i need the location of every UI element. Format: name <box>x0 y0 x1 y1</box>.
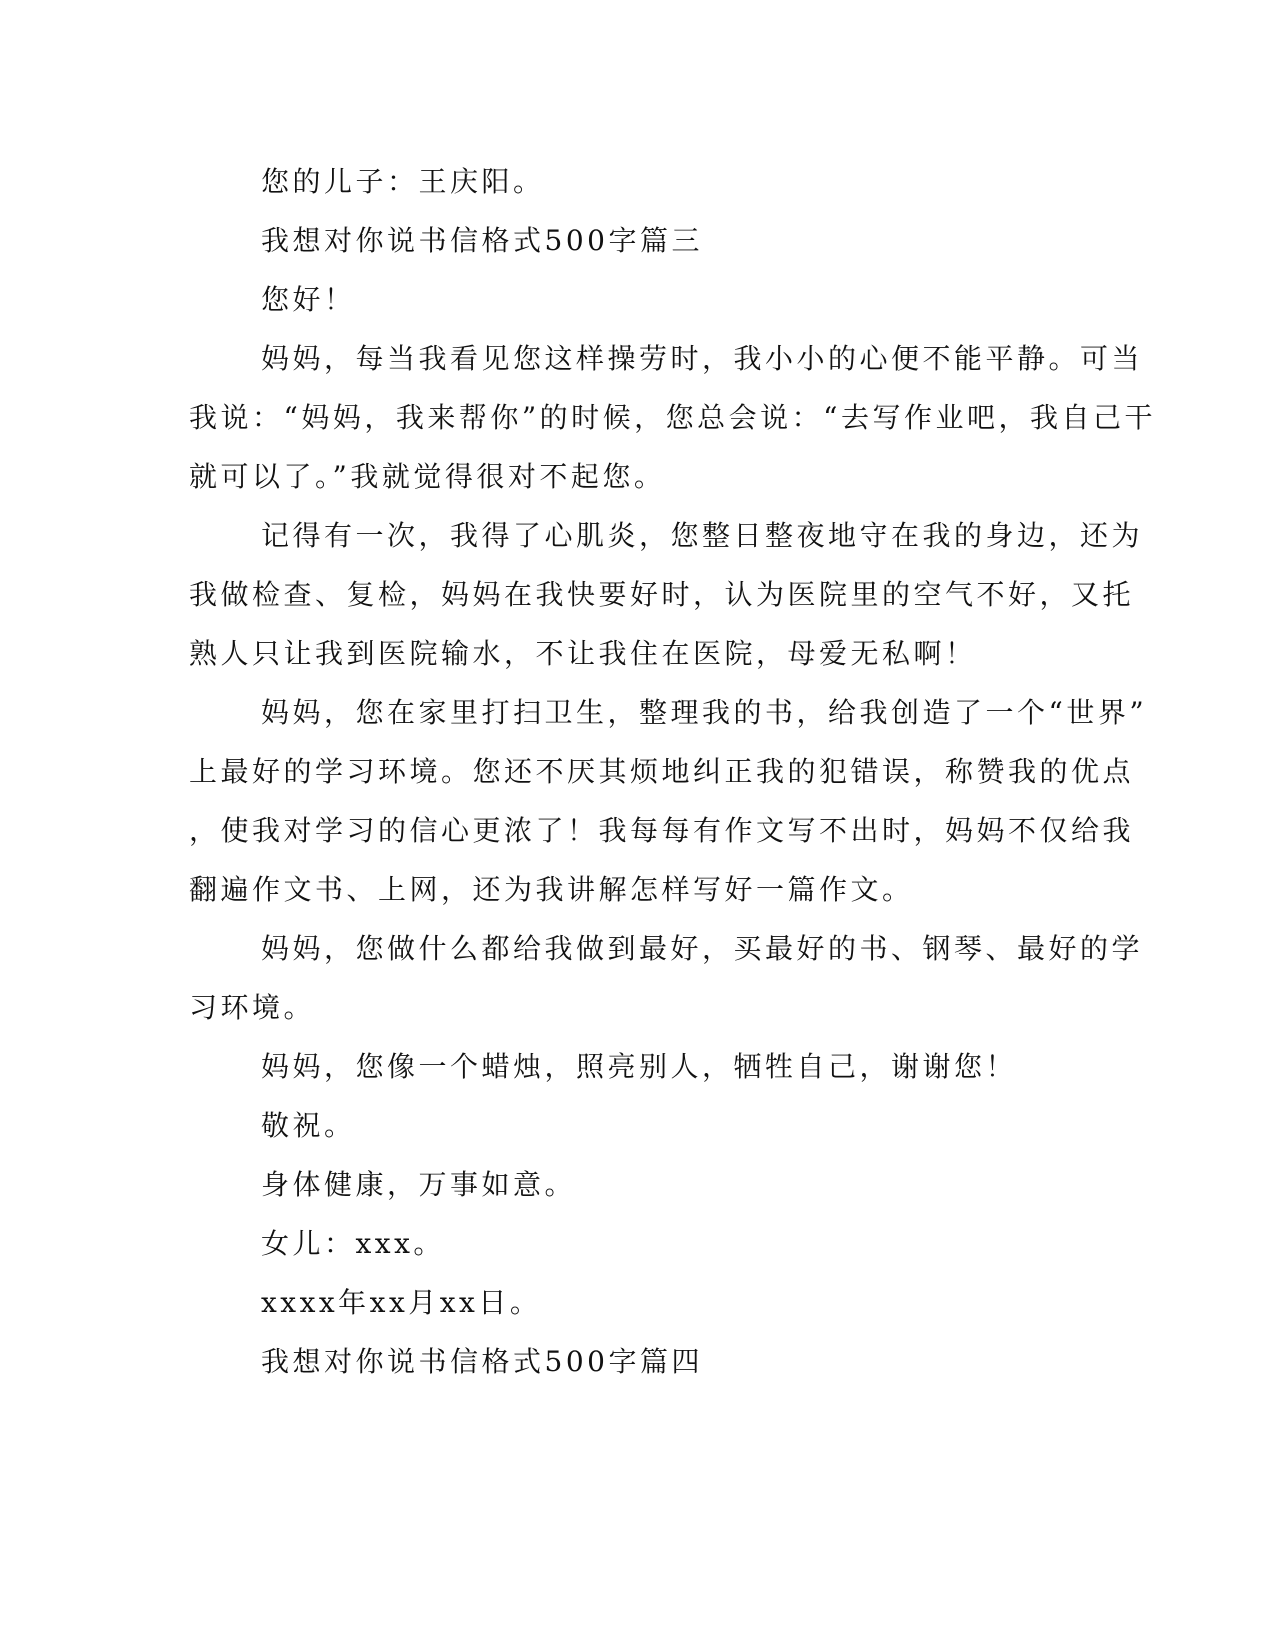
paragraph-line: 妈妈，您做什么都给我做到最好，买最好的书、钢琴、最好的学 <box>261 932 1144 965</box>
closing-wish: 身体健康，万事如意。 <box>261 1168 577 1201</box>
paragraph-line: 上最好的学习环境。您还不厌其烦地纠正我的犯错误，称赞我的优点 <box>189 755 1135 788</box>
paragraph-line: 我说：“妈妈，我来帮你”的时候，您总会说：“去写作业吧，我自己干 <box>189 401 1156 434</box>
paragraph-line: 妈妈，您像一个蜡烛，照亮别人，牺牲自己，谢谢您！ <box>261 1050 1018 1083</box>
section-heading: 我想对你说书信格式500字篇三 <box>261 224 703 257</box>
date-line: xxxx年xx月xx日。 <box>261 1286 542 1319</box>
paragraph-line: 熟人只让我到医院输水，不让我住在医院，母爱无私啊！ <box>189 637 977 670</box>
paragraph-line: 妈妈，每当我看见您这样操劳时，我小小的心便不能平静。可当 <box>261 342 1144 375</box>
paragraph-line: 习环境。 <box>189 991 316 1024</box>
paragraph-line: 记得有一次，我得了心肌炎，您整日整夜地守在我的身边，还为 <box>261 519 1144 552</box>
signature-line: 女儿：xxx。 <box>261 1227 445 1260</box>
paragraph-line: 就可以了。”我就觉得很对不起您。 <box>189 460 666 493</box>
paragraph-line: 妈妈，您在家里打扫卫生，整理我的书，给我创造了一个“世界” <box>261 696 1148 729</box>
paragraph-line: ，使我对学习的信心更浓了！我每每有作文写不出时，妈妈不仅给我 <box>189 814 1135 847</box>
section-heading: 我想对你说书信格式500字篇四 <box>261 1345 703 1378</box>
greeting: 您好！ <box>261 283 356 316</box>
paragraph-line: 我做检查、复检，妈妈在我快要好时，认为医院里的空气不好，又托 <box>189 578 1135 611</box>
signature-line: 您的儿子：王庆阳。 <box>261 165 545 198</box>
closing-line: 敬祝。 <box>261 1109 356 1142</box>
paragraph-line: 翻遍作文书、上网，还为我讲解怎样写好一篇作文。 <box>189 873 914 906</box>
